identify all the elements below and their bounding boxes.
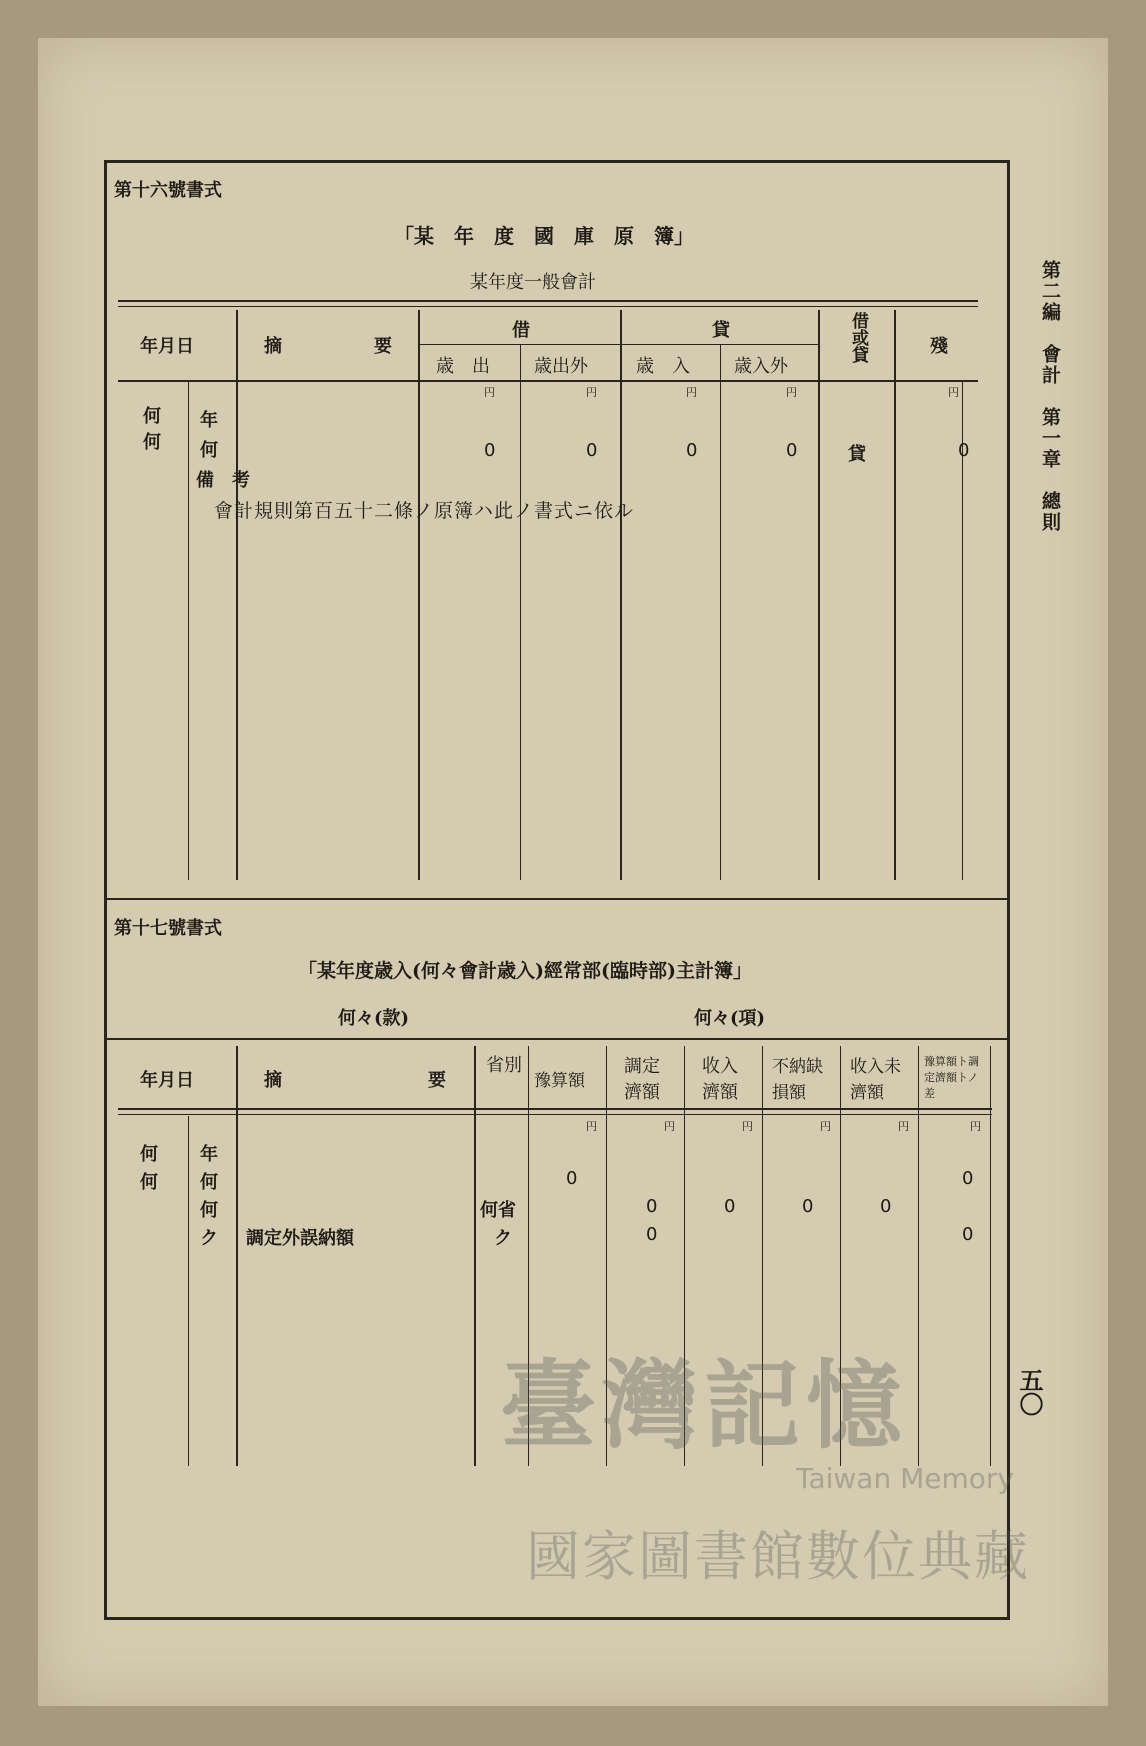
form17-row1-diff: 0	[962, 1168, 974, 1189]
form16-title: 第十六號書式	[114, 180, 222, 201]
form16-col-date	[236, 310, 238, 880]
form16-unit-1: 円	[484, 386, 495, 399]
form16-row-date-b2: 何	[200, 440, 218, 461]
form16-header-summary-b: 要	[374, 336, 392, 357]
form17-header-diff: 豫算額ト調定濟額トノ差	[924, 1055, 979, 1100]
form17-row0-d2: 年	[200, 1144, 218, 1165]
form17-unit-6: 円	[970, 1120, 981, 1133]
form17-row2-deficit: 0	[802, 1196, 814, 1217]
form16-value-debit-out-other: 0	[586, 440, 598, 461]
form17-header-date: 年月日	[140, 1070, 194, 1091]
form16-value-credit-in: 0	[686, 440, 698, 461]
form16-unit-3: 円	[686, 386, 697, 399]
form17-header-budget: 豫算額	[534, 1071, 585, 1091]
form17-row3-diff: 0	[962, 1224, 974, 1245]
form17-col-date	[236, 1046, 238, 1466]
form17-row0-d1: 何	[140, 1144, 158, 1165]
form16-unit-4: 円	[786, 386, 797, 399]
form17-header-unreceived: 收入未濟額	[850, 1057, 901, 1103]
form17-row1-d2: 何	[200, 1172, 218, 1193]
form-divider	[104, 898, 1010, 900]
form17-row2-d2: 何	[200, 1200, 218, 1221]
form17-title: 第十七號書式	[114, 918, 222, 939]
form16-header-debit-out: 歳 出	[436, 356, 490, 377]
form16-header-credit-in-other: 歳入外	[734, 356, 788, 377]
form17-row2-unreceived: 0	[880, 1196, 892, 1217]
form17-row2-assessed: 0	[646, 1196, 658, 1217]
form16-book-title: 「某 年 度 國 庫 原 簿」	[394, 224, 694, 248]
form16-header-date: 年月日	[140, 336, 194, 357]
form17-kou: 何々(項)	[694, 1008, 766, 1029]
form16-col-date-split	[188, 380, 189, 880]
form17-col-diff	[990, 1046, 991, 1466]
form17-unit-2: 円	[664, 1120, 675, 1133]
form16-subtitle: 某年度一般會計	[470, 272, 596, 293]
form17-unit-5: 円	[898, 1120, 909, 1133]
form17-kuan: 何々(款)	[338, 1008, 410, 1029]
form16-header-summary-a: 摘	[264, 336, 282, 357]
form17-row3-summary: 調定外誤納額	[246, 1228, 354, 1249]
form16-header-bottom-rule	[118, 380, 978, 382]
form16-value-dc: 貸	[848, 444, 866, 465]
form17-col-summary	[474, 1046, 476, 1466]
form16-col-debit-split	[520, 344, 521, 880]
form17-unit-4: 円	[820, 1120, 831, 1133]
form16-unit-5: 円	[948, 386, 959, 399]
form17-header-ministry: 省別	[486, 1055, 522, 1076]
form17-col-date-split	[188, 1116, 189, 1466]
form17-header-deficit: 不納缺損額	[772, 1057, 823, 1103]
form16-value-credit-in-other: 0	[786, 440, 798, 461]
form17-header-assessed: 調定濟額	[624, 1056, 660, 1103]
form16-header-credit: 貸	[712, 320, 730, 341]
form16-header-balance: 殘	[930, 336, 948, 357]
form16-col-credit	[818, 310, 820, 880]
form17-row2-ministry: 何省	[480, 1200, 516, 1221]
form16-header-debit: 借	[512, 320, 530, 341]
form17-book-title: 「某年度歳入(何々會計歳入)經常部(臨時部)主計簿」	[298, 960, 752, 982]
watermark-library: 國家圖書館數位典藏	[526, 1525, 1030, 1588]
form16-row-date-b1: 年	[200, 410, 218, 431]
form16-col-dc	[894, 310, 896, 880]
form16-header-top-rule-2	[118, 306, 978, 307]
form16-col-credit-split	[720, 344, 721, 880]
form17-col-unreceived	[918, 1046, 919, 1466]
form16-col-debit	[620, 310, 622, 880]
form17-header-received: 收入濟額	[702, 1056, 738, 1103]
form16-header-debit-out-other: 歳出外	[534, 356, 588, 377]
watermark-english: Taiwan Memory	[796, 1462, 1014, 1495]
form16-value-debit-out: 0	[484, 440, 496, 461]
form17-unit-1: 円	[586, 1120, 597, 1133]
form17-row3-ministry: ク	[494, 1228, 512, 1249]
form17-header-bottom-rule	[118, 1108, 992, 1110]
form16-header-credit-in: 歳 入	[636, 356, 690, 377]
form16-value-balance: 0	[958, 440, 970, 461]
form16-row-date-a: 何何	[140, 406, 161, 458]
form16-col-summary	[418, 310, 420, 880]
form17-header-summary-a: 摘	[264, 1070, 282, 1091]
form17-header-top-rule	[104, 1038, 1010, 1040]
form17-header-summary-b: 要	[428, 1070, 446, 1091]
form17-header-bottom-rule-2	[118, 1114, 992, 1115]
page-number: 五〇	[1015, 1368, 1044, 1416]
form17-row1-d1: 何	[140, 1172, 158, 1193]
form17-row1-budget: 0	[566, 1168, 578, 1189]
form16-note-text: 會計規則第百五十二條ノ原簿ハ此ノ書式ニ依ル	[214, 500, 635, 522]
form17-row3-assessed: 0	[646, 1224, 658, 1245]
form16-unit-2: 円	[586, 386, 597, 399]
form16-header-debit-or-credit: 借或貸	[848, 312, 868, 363]
form17-unit-3: 円	[742, 1120, 753, 1133]
chapter-heading: 第二編 會計 第一章 總則	[1039, 260, 1061, 533]
form17-row3-d2: ク	[200, 1228, 218, 1249]
form16-header-top-rule	[118, 300, 978, 302]
watermark-brand: 臺灣記憶	[500, 1349, 908, 1462]
form16-note-label: 備 考	[196, 470, 250, 491]
form17-row2-received: 0	[724, 1196, 736, 1217]
